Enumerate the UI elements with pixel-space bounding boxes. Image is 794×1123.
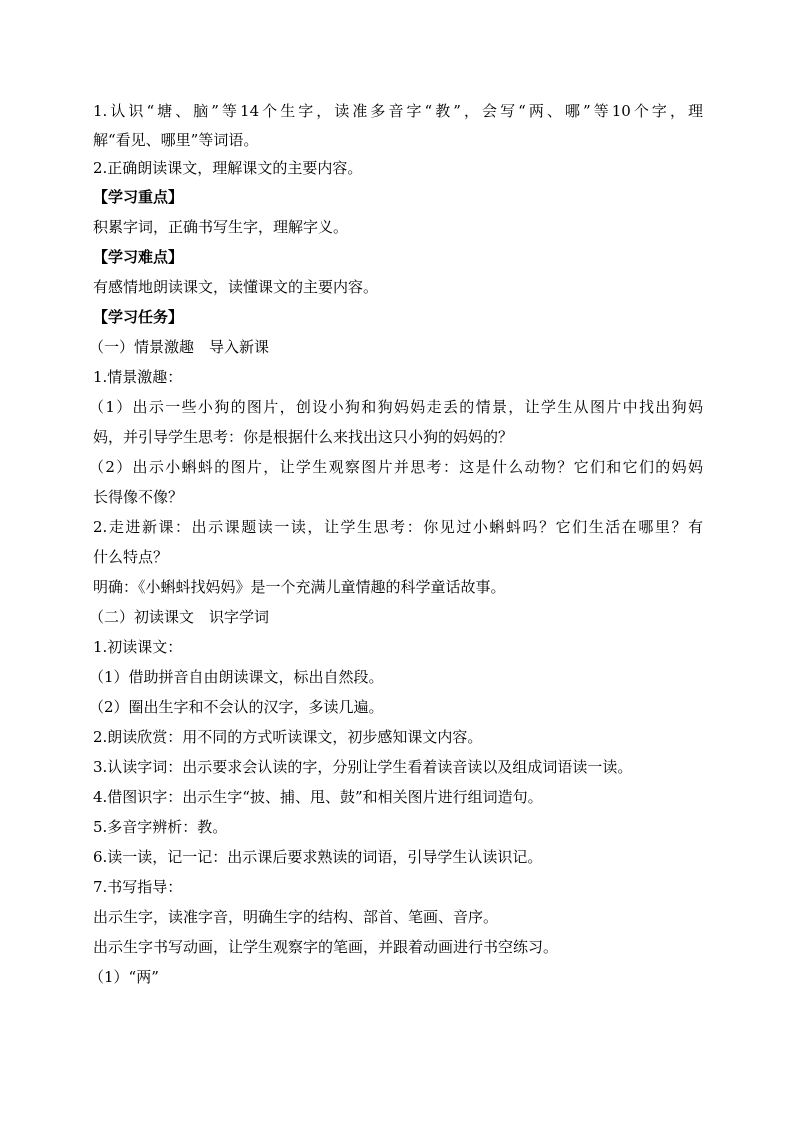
section-2-step-1-label: 1.初读课文：: [93, 638, 183, 656]
section-1-sub-1-line-2: 妈，并引导学生思考：你是根据什么来找出这只小狗的妈妈的？: [93, 428, 514, 446]
section-1-step-2-line-1: 2.走进新课：出示课题读一读，让学生思考：你见过小蝌蚪吗？它们生活在哪里？有: [93, 518, 703, 536]
section-1-step-2-line-2: 什么特点？: [93, 548, 169, 566]
section-1-sub-1-line-1: （1）出示一些小狗的图片，创设小狗和狗妈妈走丢的情景，让学生从图片中找出狗妈: [89, 398, 703, 416]
section-2-step-6: 6.读一读，记一记：出示课后要求熟读的词语，引导学生认读识记。: [93, 848, 543, 866]
objective-1-line-2: 解“看见、哪里”等词语。: [93, 131, 259, 149]
section-2-step-5: 5.多音字辨析：教。: [93, 818, 228, 836]
section-2-step-7-text-1: 出示生字，读准字音，明确生字的结构、部首、笔画、音序。: [93, 908, 499, 926]
section-2-title: （二）初读课文 识字学词: [89, 608, 270, 626]
section-1-step-1-label: 1.情景激趣：: [93, 368, 183, 386]
document-page: [89, 96, 703, 992]
section-2-sub-1: （1）借助拼音自由朗读课文，标出自然段。: [89, 668, 384, 686]
section-1-clarify: 明确：《小蝌蚪找妈妈》是一个充满儿童情趣的科学童话故事。: [93, 578, 506, 596]
section-2-step-4: 4.借图识字：出示生字“披、捕、甩、鼓”和相关图片进行组词造句。: [93, 788, 543, 806]
section-2-step-7-text-2: 出示生字书写动画，让学生观察字的笔画，并跟着动画进行书空练习。: [93, 938, 559, 956]
section-2-step-7-sub-1: （1）“两”: [89, 968, 159, 986]
objective-2: 2.正确朗读课文，理解课文的主要内容。: [93, 159, 363, 177]
section-2-sub-2: （2）圈出生字和不会认的汉字，多读几遍。: [89, 698, 384, 716]
tasks-heading: 【学习任务】: [93, 308, 184, 326]
objective-1-line-1: 1.认识“塘、脑”等14个生字，读准多音字“教”，会写“两、哪”等10个字，理: [93, 102, 703, 120]
section-1-sub-2-line-2: 长得像不像？: [93, 488, 184, 506]
section-2-step-7-label: 7.书写指导：: [93, 878, 183, 896]
key-points-text: 积累字词，正确书写生字，理解字义。: [93, 218, 349, 236]
difficulties-text: 有感情地朗读课文，读懂课文的主要内容。: [93, 278, 379, 296]
section-1-sub-2-line-1: （2）出示小蝌蚪的图片，让学生观察图片并思考：这是什么动物？它们和它们的妈妈: [89, 458, 703, 476]
section-1-title: （一）情景激趣 导入新课: [89, 338, 270, 356]
difficulties-heading: 【学习难点】: [93, 248, 184, 266]
section-2-step-2: 2.朗读欣赏：用不同的方式听读课文，初步感知课文内容。: [93, 728, 483, 746]
key-points-heading: 【学习重点】: [93, 188, 184, 206]
section-2-step-3: 3.认读字词：出示要求会认读的字，分别让学生看着读音读以及组成词语读一读。: [93, 758, 633, 776]
